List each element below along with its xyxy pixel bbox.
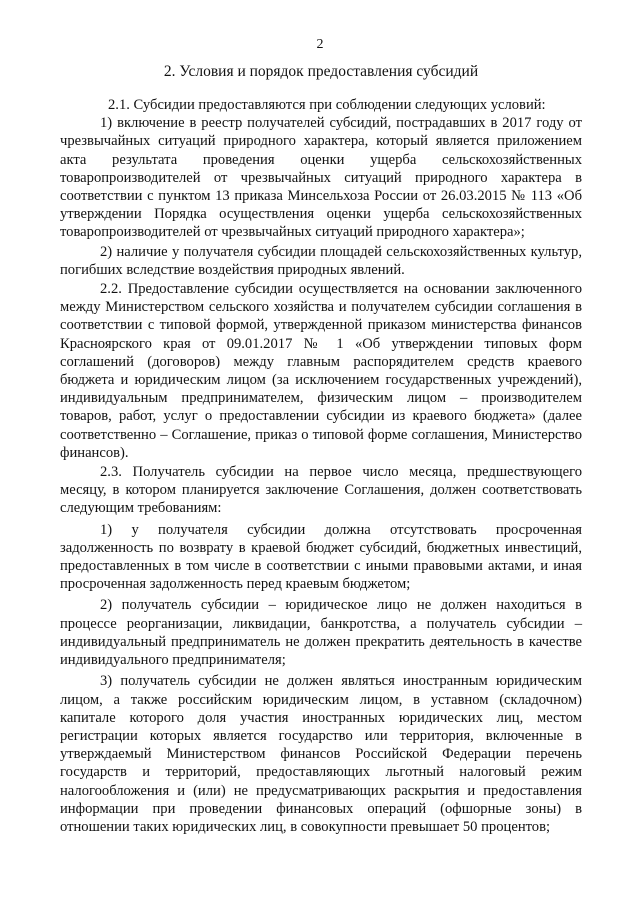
paragraph-2-3-item-1: 1) у получателя субсидии должна отсутствовать просроченная задолженность по возврату в краевой бюджет субсидий, бюджетных инвестиций, предоставленных в том числе в соответствии с иными правовыми актами, и иная просроченная задолженность перед краевым бюджетом; — [60, 521, 582, 593]
page-number: 2 — [316, 37, 324, 52]
section-heading: 2. Условия и порядок предоставления субсидий — [163, 63, 479, 80]
paragraph-2-1: 2.1. Субсидии предоставляются при соблюдении следующих условий: — [108, 97, 546, 113]
paragraph-2-3-item-3: 3) получатель субсидии не должен являться иностранным юридическим лицом, а также российским юридическим лицом, в уставном (складочном) капитале которого доля участия иностранных юридических лиц, местом регистрации которых является государство или территория, включенные в утверждаемый Министерством финансов Российской Федерации перечень государств и территорий, предоставляющих льготный налоговый режим налогообложения и (или) не предусматривающих раскрытия и предоставления информации при проведении финансовых операций (офшорные зоны) в отношении таких юридических лиц, в совокупности превышает 50 процентов; — [60, 673, 582, 835]
paragraph-2-1-item-1: 1) включение в реестр получателей субсидий, пострадавших в 2017 году от чрезвычайных ситуаций природного характера, который является приложением акта результата проведения оценки ущерба сельскохозяйственных товаропроизводителей от чрезвычайных ситуаций природного характера в соответствии с пунктом 13 приказа Минсельхоза России от 26.03.2015 № 113 «Об утверждении Порядка осуществления оценки ущерба сельскохозяйственных товаропроизводителей от чрезвычайных ситуаций природного характера»; — [60, 115, 582, 241]
paragraph-2-2: 2.2. Предоставление субсидии осуществляется на основании заключенного между Министерством сельского хозяйства и получателем субсидии соглашения в соответствии с типовой формой, утвержденной приказом министерства финансов Красноярского края от 09.01.2017 № 1 «Об утверждении типовых форм соглашений (договоров) между главным распорядителем средств краевого бюджета и юридическим лицом (за исключением государственных учреждений), индивидуальным предпринимателем, физическим лицом – производителем товаров, работ, услуг о предоставлении субсидии из краевого бюджета» (далее соответственно – Соглашение, приказ о типовой форме соглашения, Министерство финансов). — [60, 281, 582, 461]
paragraph-2-1-item-2: 2) наличие у получателя субсидии площадей сельскохозяйственных культур, погибших вследствие воздействия природных явлений. — [60, 243, 582, 278]
document-body — [60, 96, 582, 836]
paragraph-2-3: 2.3. Получатель субсидии на первое число месяца, предшествующего месяцу, в котором планируется заключение Соглашения, должен соответствовать следующим требованиям: — [60, 464, 582, 517]
paragraph-2-3-item-2: 2) получатель субсидии – юридическое лицо не должен находиться в процессе реорганизации, ликвидации, банкротства, а получатель субсидии – индивидуальный предприниматель не должен прекратить деятельность в качестве индивидуального предпринимателя; — [60, 597, 582, 669]
